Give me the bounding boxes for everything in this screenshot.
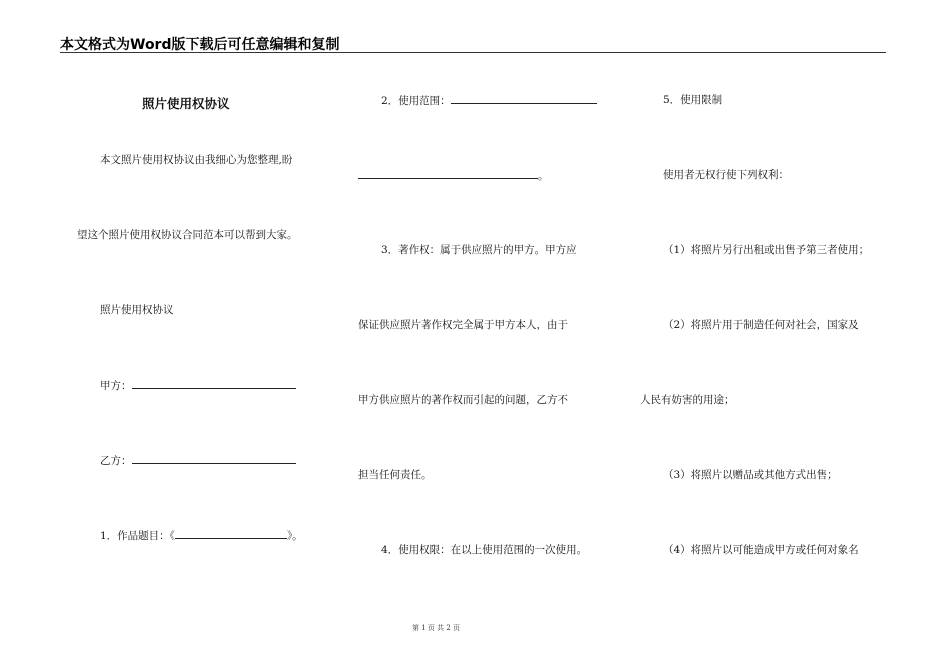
restrictions-lead: 使用者无权行使下列权利：	[663, 169, 789, 181]
party-b-label: 乙方：	[100, 455, 132, 467]
restriction-2-line-2: 人民有妨害的用途；	[640, 394, 735, 406]
item-4-line: 4．使用权限：在以上使用范围的一次使用。	[381, 544, 588, 556]
party-b-blank	[132, 453, 296, 464]
item-2-blank	[451, 93, 597, 104]
item-2-blank-2	[358, 168, 538, 179]
item-2-end: 。	[538, 170, 549, 182]
item-1-line	[100, 528, 303, 543]
item-2-continuation	[358, 168, 549, 183]
intro-line-2: 望这个照片使用权协议合同范本可以帮到大家。	[77, 229, 298, 241]
item-3-line-2: 保证供应照片著作权完全属于甲方本人，由于	[358, 319, 568, 331]
item-3-line-3: 甲方供应照片的著作权而引起的问题，乙方不	[358, 394, 568, 406]
item-1-prefix: 1．作品题目：《	[100, 530, 175, 542]
party-a-label: 甲方：	[100, 380, 132, 392]
item-1-blank	[175, 528, 287, 539]
restriction-2-line-1: （2）将照片用于制造任何对社会，国家及	[663, 319, 859, 331]
party-b-line	[100, 453, 296, 468]
intro-line-1: 本文照片使用权协议由我细心为您整理,盼	[100, 154, 293, 166]
page-footer: 第 1 页 共 2 页	[412, 624, 461, 632]
party-a-blank	[132, 378, 296, 389]
party-a-line	[100, 378, 296, 393]
item-3-line-1: 3．著作权：属于供应照片的甲方。甲方应	[381, 244, 577, 256]
agreement-subtitle: 照片使用权协议	[100, 304, 174, 316]
restriction-4: （4）将照片以可能造成甲方或任何对象名	[663, 544, 859, 556]
item-3-line-4: 担当任何责任。	[358, 469, 432, 481]
document-header: 本文格式为Word版下载后可任意编辑和复制	[60, 37, 340, 53]
restriction-3: （3）将照片以赠品或其他方式出售；	[663, 469, 838, 481]
item-5-heading: 5．使用限制	[663, 94, 723, 106]
item-2-label: 2．使用范围：	[381, 95, 451, 107]
item-1-suffix: 》。	[286, 530, 303, 542]
item-2-line	[381, 93, 597, 108]
header-divider	[60, 52, 886, 53]
document-title: 照片使用权协议	[142, 96, 230, 111]
restriction-1: （1）将照片另行出租或出售予第三者使用；	[663, 244, 870, 256]
